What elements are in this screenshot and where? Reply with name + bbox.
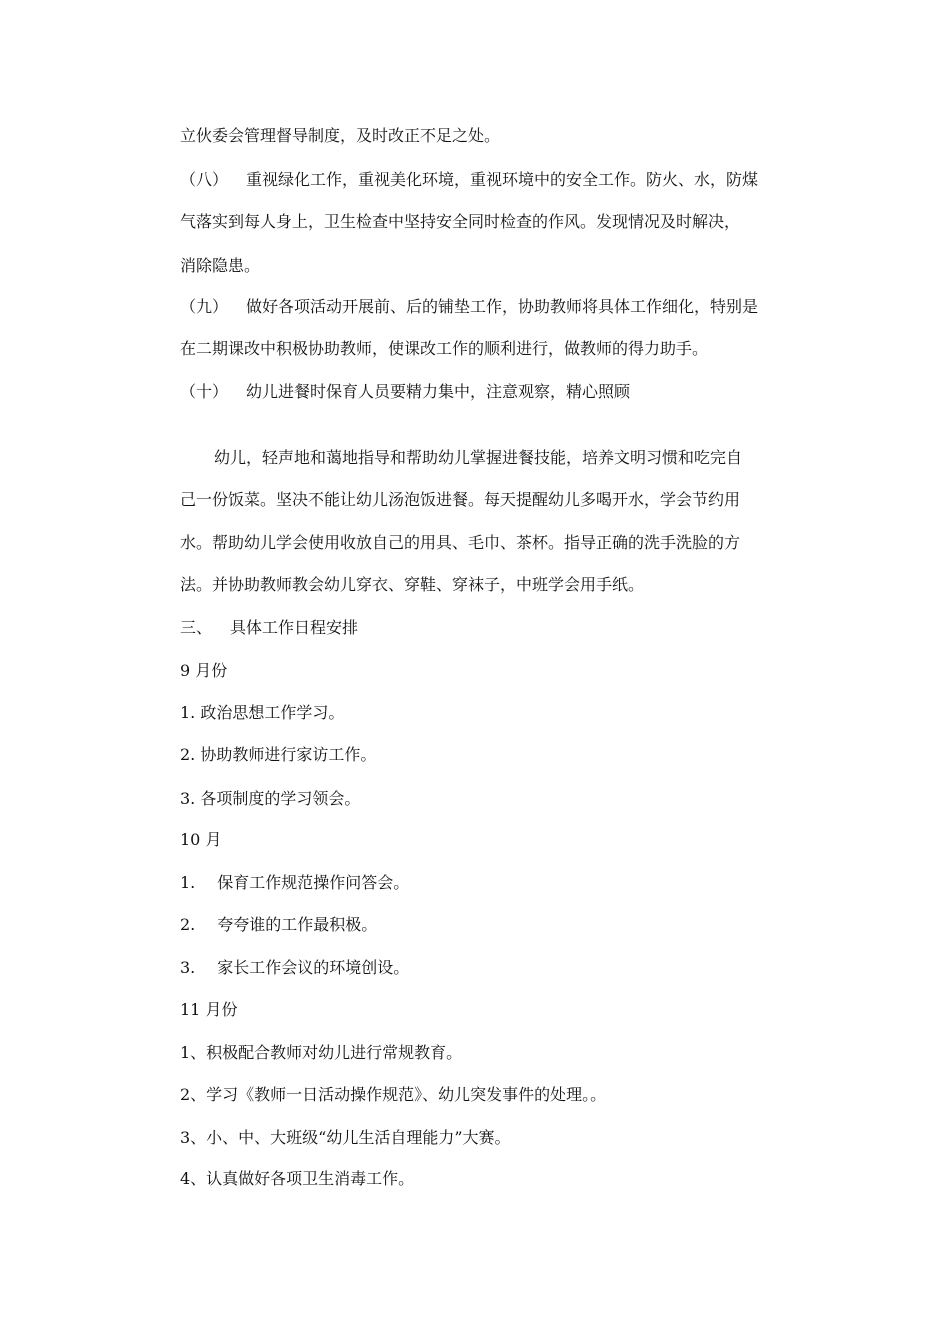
text: 气落实到每人身上，卫生检查中坚持安全同时检查的作风。发现情况及时解决， <box>180 212 741 231</box>
text: 己一份饭菜。坚决不能让幼儿汤泡饭进餐。每天提醒幼儿多喝开水，学会节约用 <box>180 490 741 509</box>
list-item <box>180 1169 414 1189</box>
item-number: 1. <box>180 873 196 892</box>
list-item <box>180 1085 606 1105</box>
text: 保育工作规范操作问答会。 <box>217 873 410 892</box>
section-title: 具体工作日程安排 <box>230 618 359 637</box>
text: 重视绿化工作，重视美化环境，重视环境中的安全工作。防火、水，防煤 <box>246 170 759 189</box>
text: 2、学习《教师一日活动操作规范》、幼儿突发事件的处理。。 <box>180 1085 607 1104</box>
text: 3. 各项制度的学习领会。 <box>180 789 361 808</box>
month-heading <box>180 661 227 681</box>
list-item <box>180 873 409 893</box>
paragraph-line <box>180 490 740 510</box>
section-heading <box>180 618 358 638</box>
text: 做好各项活动开展前、后的铺垫工作，协助教师将具体工作细化，特别是 <box>246 297 759 316</box>
text: 法。并协助教师教会幼儿穿衣、穿鞋、穿袜子，中班学会用手纸。 <box>180 575 645 594</box>
text: 在二期课改中积极协助教师，使课改工作的顺利进行，做教师的得力助手。 <box>180 339 709 358</box>
item-marker: （九） <box>180 297 229 316</box>
list-item <box>180 915 377 935</box>
paragraph-line <box>180 575 644 595</box>
paragraph-line <box>180 256 260 276</box>
section-number: 三、 <box>180 618 213 637</box>
text: 幼儿进餐时保育人员要精力集中，注意观察，精心照顾 <box>246 382 631 401</box>
text: 1、积极配合教师对幼儿进行常规教育。 <box>180 1043 463 1062</box>
text: 消除隐患。 <box>180 256 261 275</box>
list-item <box>180 703 344 723</box>
list-item <box>180 958 409 978</box>
paragraph-line <box>180 339 708 359</box>
text: 10 月 <box>180 830 222 849</box>
paragraph-line <box>180 533 740 553</box>
list-item <box>180 745 376 765</box>
item-number: 2. <box>180 915 196 934</box>
text: 立伙委会管理督导制度，及时改正不足之处。 <box>180 126 501 145</box>
paragraph-line <box>180 297 758 317</box>
item-marker: （十） <box>180 382 229 401</box>
month-heading <box>180 830 221 850</box>
text: 水。帮助幼儿学会使用收放自己的用具、毛巾、茶杯。指导正确的洗手洗脸的方 <box>180 533 741 552</box>
item-marker: （八） <box>180 170 229 189</box>
list-item <box>180 1043 462 1063</box>
paragraph-line <box>180 212 740 232</box>
text: 4、认真做好各项卫生消毒工作。 <box>180 1169 415 1188</box>
list-item <box>180 1128 511 1148</box>
text: 3、小、中、大班级“幼儿生活自理能力”大赛。 <box>180 1128 511 1147</box>
text: 幼儿，轻声地和蔼地指导和帮助幼儿掌握进餐技能，培养文明习惯和吃完自 <box>214 448 743 467</box>
item-number: 3. <box>180 958 196 977</box>
text: 家长工作会议的环境创设。 <box>217 958 410 977</box>
text: 1. 政治思想工作学习。 <box>180 703 345 722</box>
month-heading <box>180 1000 237 1020</box>
text: 2. 协助教师进行家访工作。 <box>180 745 377 764</box>
paragraph-line <box>180 170 758 190</box>
paragraph-line <box>214 448 742 468</box>
paragraph-line <box>180 126 500 146</box>
text: 11 月份 <box>180 1000 238 1019</box>
paragraph-line <box>180 382 630 402</box>
text: 9 月份 <box>180 661 228 680</box>
text: 夸夸谁的工作最积极。 <box>217 915 378 934</box>
list-item <box>180 789 360 809</box>
